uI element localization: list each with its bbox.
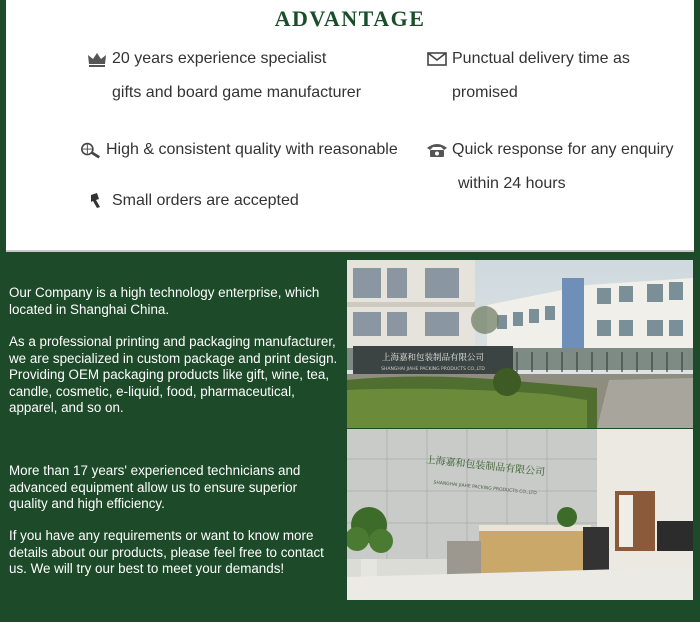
wall-sign-en: SHANGHAI JIAHE PACKING PRODUCTS CO.,LTD [433,480,537,497]
feature-line: gifts and board game manufacturer [112,84,362,101]
envelope-icon [426,50,448,68]
feature-line: within 24 hours [458,175,566,192]
feature-line: Small orders are accepted [112,192,299,209]
company-paragraph: More than 17 years' experienced technicians and advanced equipment allow us to ensure superior quality and high efficiency. [9,463,301,511]
stamp-icon [86,192,108,210]
feature-line: High & consistent quality with reasonable [106,141,398,158]
telephone-icon [426,141,448,159]
feature-quality [80,133,398,167]
lobby-photo [347,429,693,600]
feature-line: Quick response for any enquiry [452,141,674,158]
feature-delivery [426,42,694,110]
feature-experience [86,42,361,110]
building-sign-en: SHANGHAI JIAHE PACKING PRODUCTS CO.,LTD [381,367,485,372]
magnifier-icon [80,141,102,159]
advantage-title: ADVANTAGE [274,6,426,31]
feature-response [426,133,673,201]
feature-line: 20 years experience specialist [112,50,327,67]
advantage-panel [6,0,694,252]
wall-sign: 上海嘉和包装制品有限公司 [425,454,546,479]
feature-line: Punctual delivery time as promised [452,50,630,101]
building-sign: 上海嘉和包装制品有限公司 [381,353,485,363]
factory-building-photo [347,260,693,428]
feature-small-orders [86,184,299,218]
company-paragraph: Our Company is a high technology enterprise, which located in Shanghai China. [9,285,320,317]
company-section [0,252,700,622]
crown-icon [86,50,108,68]
company-paragraph: If you have any requirements or want to know more details about our products, please feel free to contact us. We will try our best to meet your demands! [9,528,324,576]
company-paragraph: As a professional printing and packaging manufacturer, we are specialized in custom package and print design. Providing OEM packaging products like gift, wine, tea, candle, cosmetic, e-liquid, food, pharmaceutical, apparel, and so on. [9,334,338,415]
